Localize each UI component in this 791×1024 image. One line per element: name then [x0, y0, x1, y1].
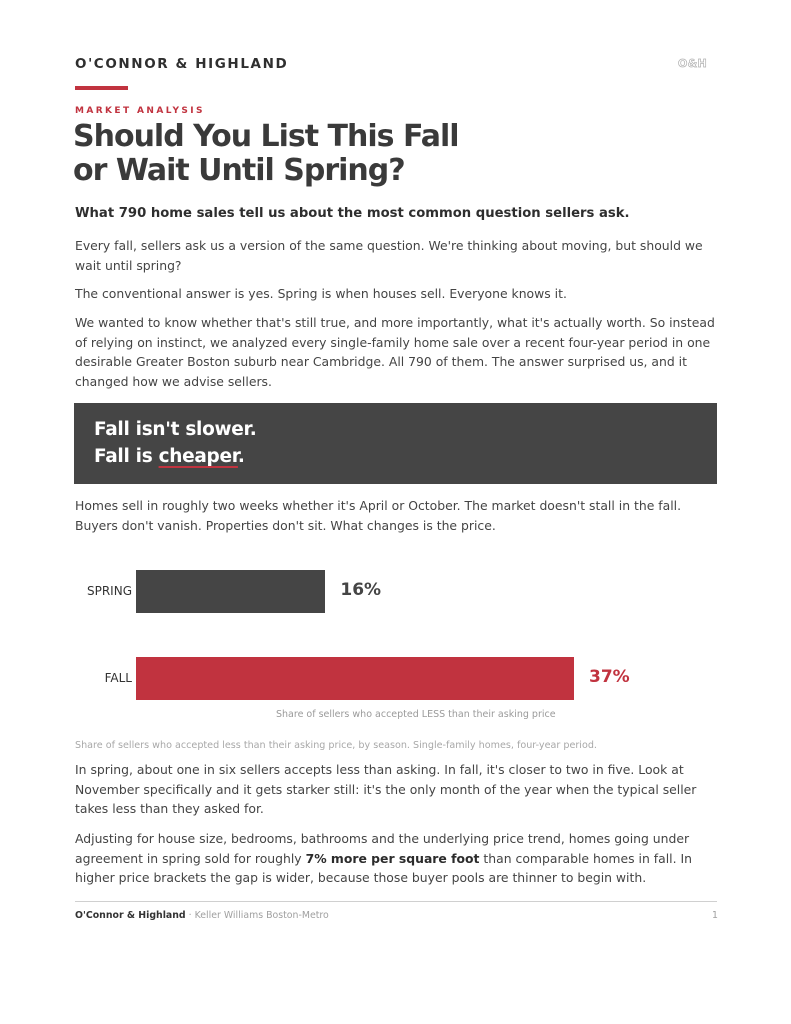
bar-value-spring: 16% — [340, 580, 382, 600]
callout-line-2-prefix: Fall is — [94, 446, 159, 467]
article-title — [73, 120, 713, 188]
figure-caption: Share of sellers who accepted less than their asking price, by season. Single-family homes, four-year period. — [75, 740, 597, 751]
footer-affiliation: · Keller Williams Boston-Metro — [185, 910, 329, 921]
footer-credit — [75, 910, 329, 921]
bar-spring — [136, 570, 325, 613]
callout-line-1: Fall isn't slower. — [94, 419, 257, 440]
paragraph-intro: Every fall, sellers ask us a version of the same question. We're thinking about moving, but should we wait until spring? — [75, 238, 703, 273]
callout-box — [74, 403, 717, 484]
price-gap-highlight: 7% more per square foot — [305, 850, 480, 866]
footer-firm: O'Connor & Highland — [75, 910, 186, 921]
title-line-2: or Wait Until Spring? — [73, 153, 405, 188]
paragraph-market-speed: Homes sell in roughly two weeks whether it's April or October. The market doesn't stall in the fall. Buyers don't vanish. Properties don't sit. What changes is the price. — [75, 498, 682, 533]
footer-divider — [75, 901, 717, 902]
bar-fall — [136, 657, 574, 700]
callout-text — [94, 416, 256, 470]
callout-emphasis: cheaper — [158, 446, 238, 467]
bar-value-fall: 37% — [589, 667, 630, 687]
paragraph-analysis: We wanted to know whether that's still true, and more importantly, what it's actually worth. So instead of relying on instinct, we analyzed every single-family home sale over a recent four-year period in one desirable Greater Boston suburb near Cambridge. All 790 of them. The answer surprised us, and it changed how we advise sellers. — [75, 315, 715, 389]
article-subtitle: What 790 home sales tell us about the most common question sellers ask. — [75, 206, 630, 221]
brand-monogram: O&H — [678, 57, 708, 70]
paragraph-conventional: The conventional answer is yes. Spring is when houses sell. Everyone knows it. — [75, 286, 567, 301]
price-gap-suffix: than comparable homes in fall. In higher price brackets the gap is wider, because those buyer pools are thinner to begin with. — [75, 850, 692, 885]
callout-line-2-suffix: . — [237, 446, 245, 467]
brand-accent-bar — [75, 86, 128, 90]
paragraph-price-gap — [75, 829, 720, 888]
brand-name: O'CONNOR & HIGHLAND — [75, 56, 289, 72]
bar-label-spring: SPRING — [86, 584, 132, 598]
page-number: 1 — [712, 910, 718, 921]
paragraph-seasonal-share: In spring, about one in six sellers accepts less than asking. In fall, it's closer to two in five. Look at November specifically and it gets starker still: it's the only month of the year when the typical seller takes less than they asked for. — [75, 762, 697, 816]
title-line-1: Should You List This Fall — [73, 119, 459, 154]
chart-axis-label: Share of sellers who accepted LESS than their asking price — [276, 709, 556, 720]
price-gap-prefix: Adjusting for house size, bedrooms, bathrooms and the underlying price trend, homes going under agreement in spring sold for roughly — [75, 831, 690, 866]
section-eyebrow: MARKET ANALYSIS — [75, 106, 205, 116]
bar-label-fall: FALL — [104, 671, 132, 685]
